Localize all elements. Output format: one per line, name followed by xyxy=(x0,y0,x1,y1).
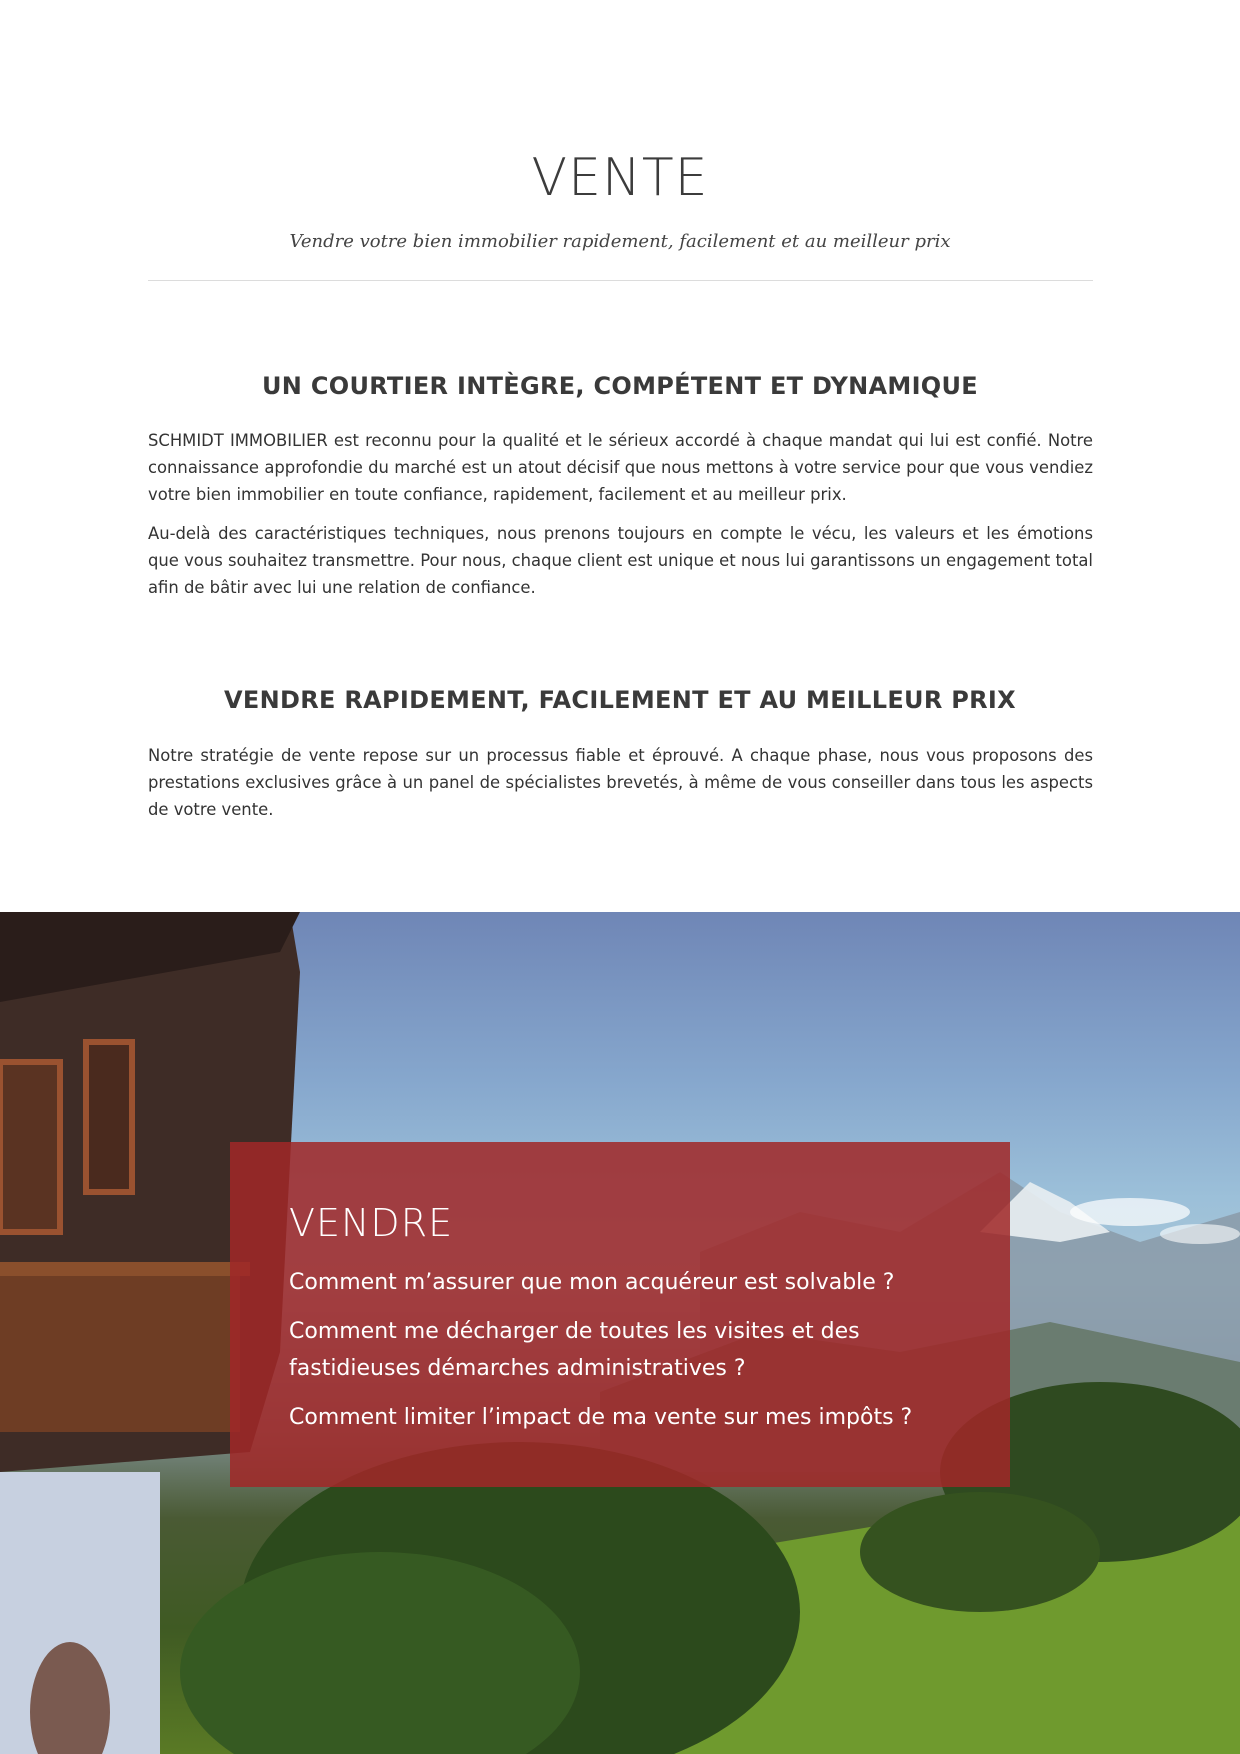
question-visites: Comment me décharger de toutes les visites et des fastidieuses démarches administratives ? xyxy=(289,1319,860,1381)
cloud xyxy=(1160,1224,1240,1244)
section-heading-vendre: VENDRE RAPIDEMENT, FACILEMENT ET AU MEILLEUR PRIX xyxy=(224,686,1016,714)
cloud xyxy=(1070,1198,1190,1226)
balcony-rail xyxy=(0,1262,250,1276)
page-subtitle: Vendre votre bien immobilier rapidement, facilement et au meilleur prix xyxy=(289,231,951,252)
chalet-window xyxy=(86,1042,132,1192)
title-divider xyxy=(148,280,1093,281)
paragraph-strategie: Notre stratégie de vente repose sur un processus fiable et éprouvé. A chaque phase, nous vous proposons des prestations exclusives grâce à un panel de spécialistes brevetés, à même de vous conseiller dans tous les aspects de votre vente. xyxy=(148,746,1093,819)
question-solvabilite: Comment m’assurer que mon acquéreur est solvable ? xyxy=(289,1270,895,1295)
page-title: VENTE xyxy=(531,148,709,208)
chalet-window xyxy=(0,1062,60,1232)
question-impots: Comment limiter l’impact de ma vente sur mes impôts ? xyxy=(289,1405,913,1430)
chalet-balcony xyxy=(0,1272,240,1432)
section-heading-courtier: UN COURTIER INTÈGRE, COMPÉTENT ET DYNAMIQUE xyxy=(262,372,978,400)
paragraph-engagement: Au-delà des caractéristiques techniques, nous prenons toujours en compte le vécu, les valeurs et les émotions que vous souhaitez transmettre. Pour nous, chaque client est unique et nous lui garantissons un engagement total afin de bâtir avec lui une relation de confiance. xyxy=(148,524,1093,597)
hero-landscape-image xyxy=(0,912,1240,1754)
vendre-card xyxy=(230,1142,1010,1487)
paragraph-reputation: SCHMIDT IMMOBILIER est reconnu pour la qualité et le sérieux accordé à chaque mandat qui lui est confié. Notre connaissance approfondie du marché est un atout décisif que nous mettons à votre service pour que vous vendiez votre bien immobilier en toute confiance, rapidement, facilement et au meilleur prix. xyxy=(148,431,1093,504)
vendre-card-title: VENDRE xyxy=(289,1201,454,1245)
tree-cluster xyxy=(860,1492,1100,1612)
